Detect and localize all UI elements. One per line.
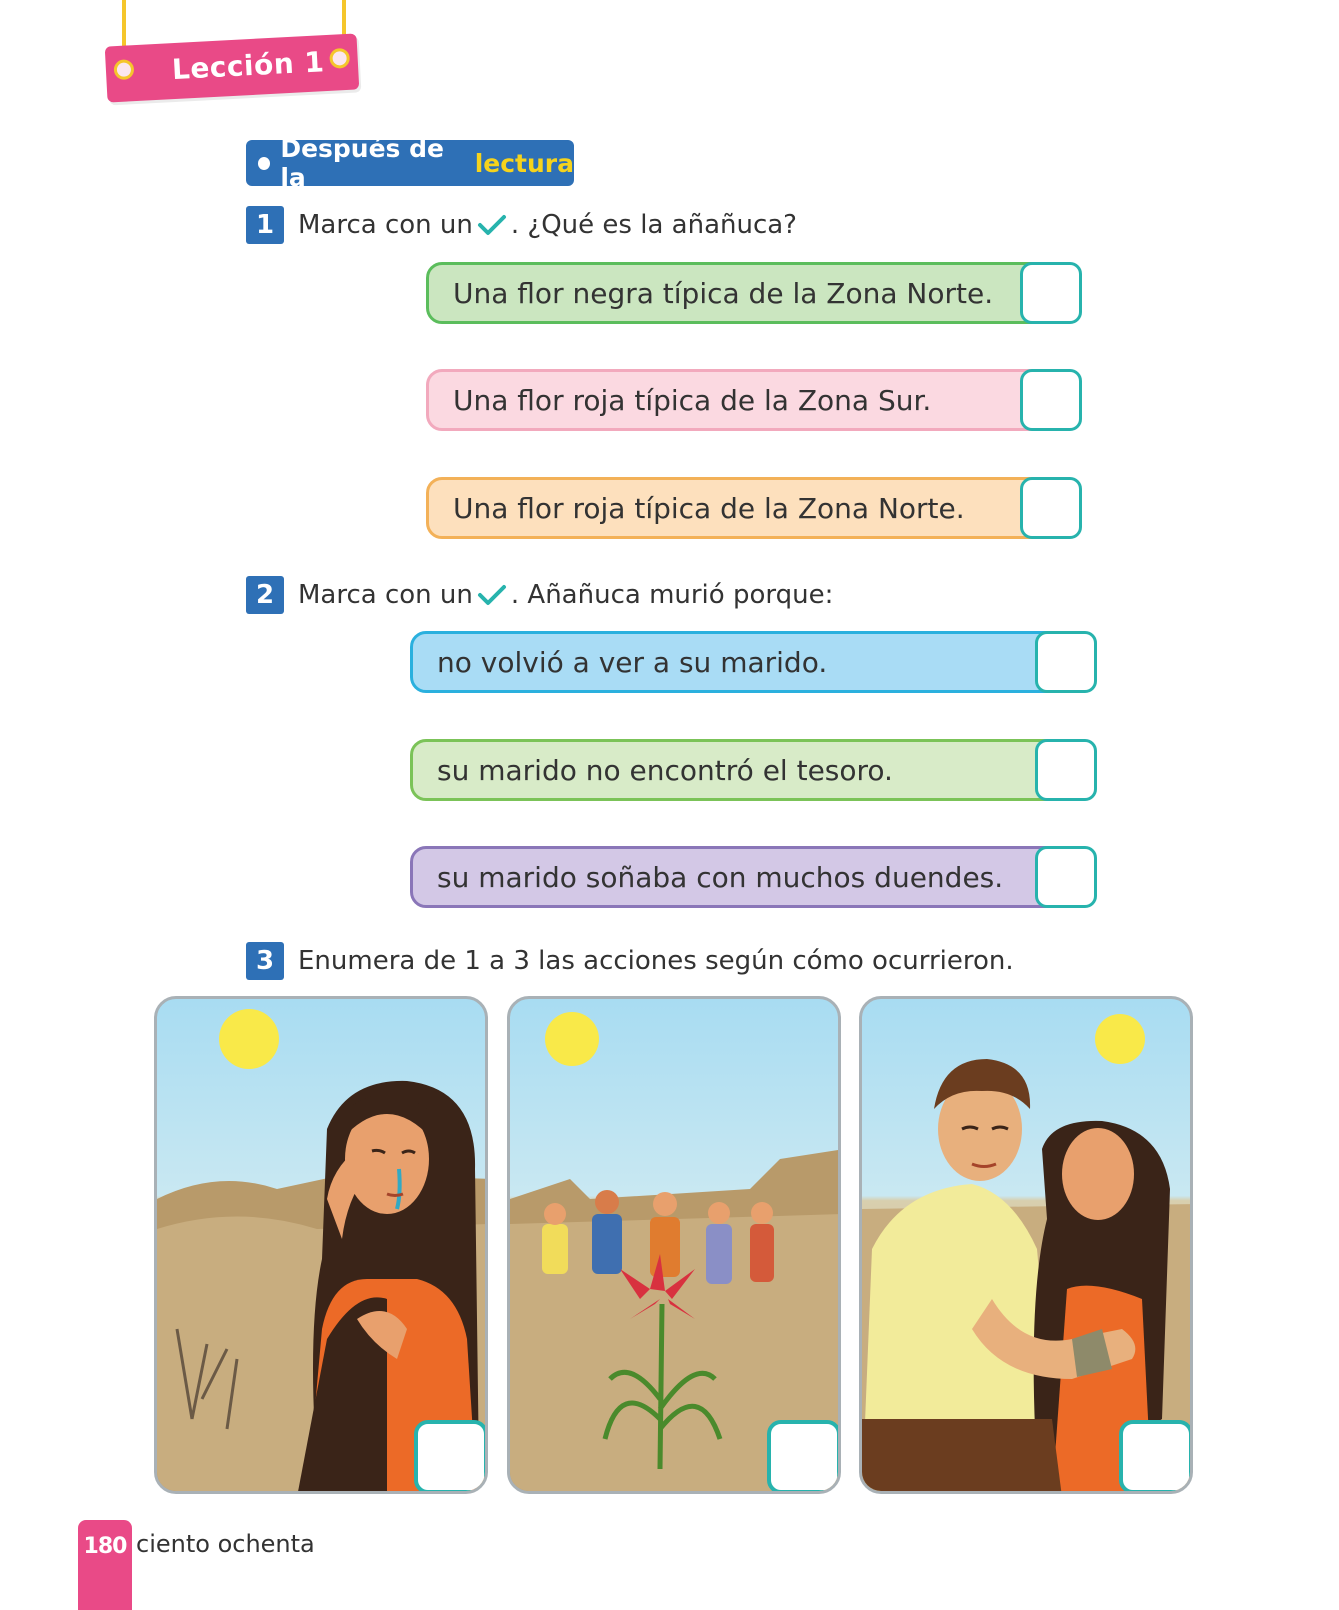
q2-option-2 (410, 739, 1097, 801)
sequence-number-box[interactable] (1119, 1420, 1193, 1494)
question-3 (246, 942, 1014, 980)
option-text: su marido soñaba con muchos duendes. (437, 860, 1004, 894)
question-prompt: Enumera de 1 a 3 las acciones según cómo ocurrieron. (298, 946, 1014, 976)
tag-hole-right (329, 48, 350, 69)
question-prompt-start: Marca con un (298, 210, 473, 240)
question-prompt-end: . ¿Qué es la añañuca? (510, 210, 797, 240)
lesson-tag (105, 33, 360, 102)
q2-option-1 (410, 631, 1097, 693)
section-title-main: Después de la (280, 134, 444, 192)
answer-checkbox[interactable] (1020, 262, 1082, 324)
picture-card-couple (859, 996, 1193, 1494)
question-1 (246, 206, 797, 244)
answer-checkbox[interactable] (1035, 739, 1097, 801)
q1-option-3 (426, 477, 1082, 539)
question-2 (246, 576, 833, 614)
question-prompt-start: Marca con un (298, 580, 473, 610)
q2-option-3 (410, 846, 1097, 908)
question-number: 2 (246, 576, 284, 614)
option-text: Una flor roja típica de la Zona Sur. (453, 383, 932, 417)
option-text: su marido no encontró el tesoro. (437, 753, 893, 787)
checkmark-icon (477, 583, 507, 607)
section-header (246, 134, 574, 192)
page-number-words: ciento ochenta (136, 1530, 315, 1558)
sequence-number-box[interactable] (767, 1420, 841, 1494)
question-number: 3 (246, 942, 284, 980)
bullet-icon (258, 157, 270, 170)
option-text: no volvió a ver a su marido. (437, 645, 828, 679)
sequence-number-box[interactable] (414, 1420, 488, 1494)
question-prompt-end: . Añañuca murió porque: (510, 580, 834, 610)
option-text: Una flor negra típica de la Zona Norte. (453, 276, 994, 310)
question-number: 1 (246, 206, 284, 244)
answer-checkbox[interactable] (1035, 631, 1097, 693)
answer-checkbox[interactable] (1020, 477, 1082, 539)
answer-checkbox[interactable] (1035, 846, 1097, 908)
lesson-label: Lección 1 (171, 45, 326, 87)
q1-option-1 (426, 262, 1082, 324)
q1-option-2 (426, 369, 1082, 431)
page-number: 180 (83, 1534, 127, 1559)
page-number-tab (78, 1520, 132, 1610)
picture-card-red-flower (507, 996, 841, 1494)
checkmark-icon (477, 213, 507, 237)
picture-card-crying-woman (154, 996, 488, 1494)
section-title-highlight: lectura (474, 148, 574, 178)
answer-checkbox[interactable] (1020, 369, 1082, 431)
option-text: Una flor roja típica de la Zona Norte. (453, 491, 965, 525)
tag-hole-left (113, 59, 134, 80)
